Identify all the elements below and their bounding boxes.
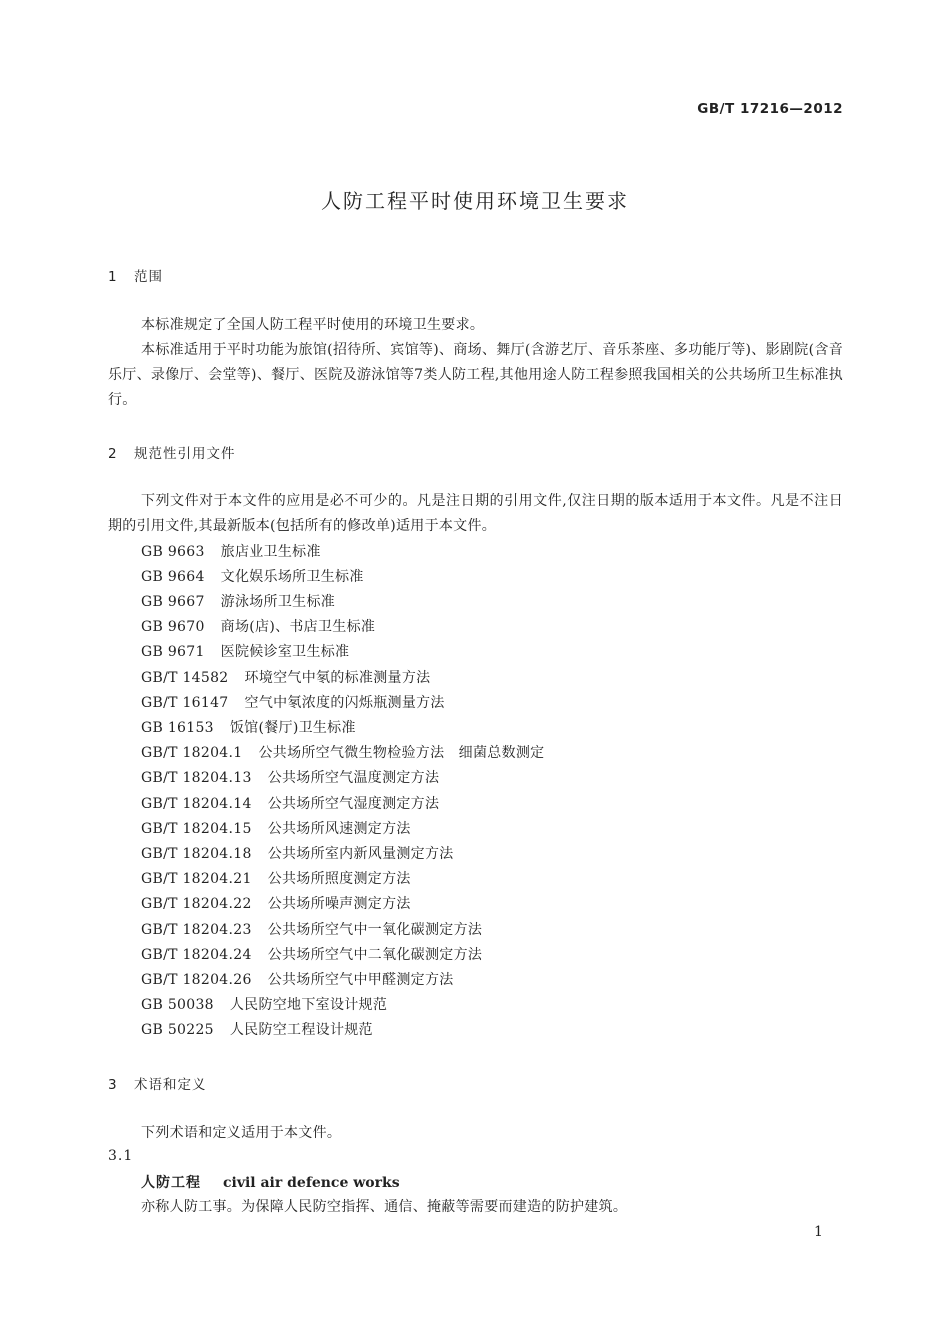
reference-code: GB/T 18204.18 xyxy=(141,846,252,862)
reference-item xyxy=(141,868,411,888)
reference-item xyxy=(141,944,482,964)
reference-name: 公共场所空气温度测定方法 xyxy=(267,770,440,786)
reference-name: 空气中氡浓度的闪烁瓶测量方法 xyxy=(244,695,445,711)
reference-code: GB/T 18204.21 xyxy=(141,871,252,887)
reference-code: GB 9663 xyxy=(141,544,205,560)
clause-number: 3.1 xyxy=(108,1148,134,1164)
reference-code: GB/T 18204.23 xyxy=(141,922,252,938)
reference-code: GB/T 16147 xyxy=(141,695,229,711)
reference-item xyxy=(141,742,544,762)
reference-name: 公共场所空气中一氧化碳测定方法 xyxy=(267,922,483,938)
reference-name: 人民防空工程设计规范 xyxy=(229,1022,373,1038)
reference-name: 公共场所空气湿度测定方法 xyxy=(267,796,440,812)
section-3-intro: 下列术语和定义适用于本文件。 xyxy=(141,1125,342,1141)
reference-item xyxy=(141,1019,373,1039)
section-1-number: 1 xyxy=(108,269,117,285)
reference-name: 饭馆(餐厅)卫生标准 xyxy=(229,720,356,736)
reference-name: 公共场所噪声测定方法 xyxy=(267,896,411,912)
page-number: 1 xyxy=(814,1224,823,1240)
reference-code: GB/T 18204.15 xyxy=(141,821,252,837)
reference-name: 医院候诊室卫生标准 xyxy=(220,644,350,660)
reference-code: GB/T 18204.24 xyxy=(141,947,252,963)
reference-code: GB/T 18204.26 xyxy=(141,972,252,988)
reference-name: 环境空气中氡的标准测量方法 xyxy=(244,670,431,686)
reference-name: 旅店业卫生标准 xyxy=(220,544,321,560)
reference-name: 公共场所室内新风量测定方法 xyxy=(267,846,454,862)
reference-item xyxy=(141,717,356,737)
section-1-heading xyxy=(108,265,163,285)
reference-name: 公共场所空气中甲醛测定方法 xyxy=(267,972,454,988)
reference-code: GB/T 18204.1 xyxy=(141,745,243,761)
term-chinese: 人防工程 xyxy=(141,1175,201,1191)
reference-name: 游泳场所卫生标准 xyxy=(220,594,336,610)
reference-name: 公共场所空气中二氧化碳测定方法 xyxy=(267,947,483,963)
reference-item xyxy=(141,818,411,838)
reference-item xyxy=(141,692,445,712)
reference-item xyxy=(141,541,321,561)
reference-item xyxy=(141,969,454,989)
reference-item xyxy=(141,641,349,661)
section-3-title: 术语和定义 xyxy=(134,1077,207,1093)
document-title: 人防工程平时使用环境卫生要求 xyxy=(321,189,629,213)
reference-code: GB 9671 xyxy=(141,644,205,660)
section-1-paragraph-2: 本标准适用于平时功能为旅馆(招待所、宾馆等)、商场、舞厅(含游艺厅、音乐茶座、多功能厅等)、影剧院(含音乐厅、录像厅、会堂等)、餐厅、医院及游泳馆等7类人防工程,其他用途人防工程参照我国相关的公共场所卫生标准执行。 xyxy=(108,342,843,408)
reference-item xyxy=(141,616,375,636)
reference-item xyxy=(141,843,454,863)
reference-name: 公共场所照度测定方法 xyxy=(267,871,411,887)
reference-code: GB/T 14582 xyxy=(141,670,229,686)
reference-code: GB/T 18204.22 xyxy=(141,896,252,912)
term-english: civil air defence works xyxy=(223,1175,400,1191)
reference-item xyxy=(141,667,430,687)
reference-code: GB/T 18204.14 xyxy=(141,796,252,812)
reference-code: GB 9667 xyxy=(141,594,205,610)
reference-code: GB 9670 xyxy=(141,619,205,635)
section-1-title: 范围 xyxy=(134,269,163,285)
reference-item xyxy=(141,767,439,787)
reference-name: 文化娱乐场所卫生标准 xyxy=(220,569,364,585)
reference-item xyxy=(141,919,482,939)
reference-code: GB 16153 xyxy=(141,720,214,736)
reference-item xyxy=(141,793,439,813)
reference-item xyxy=(141,994,387,1014)
reference-name: 公共场所空气微生物检验方法 细菌总数测定 xyxy=(258,745,545,761)
reference-name: 商场(店)、书店卫生标准 xyxy=(220,619,376,635)
reference-item xyxy=(141,566,364,586)
reference-code: GB 50038 xyxy=(141,997,214,1013)
reference-name: 公共场所风速测定方法 xyxy=(267,821,411,837)
section-1-paragraph-1: 本标准规定了全国人防工程平时使用的环境卫生要求。 xyxy=(141,317,485,333)
standard-code: GB/T 17216—2012 xyxy=(697,101,843,117)
section-2-intro: 下列文件对于本文件的应用是必不可少的。凡是注日期的引用文件,仅注日期的版本适用于本文件。凡是不注日期的引用文件,其最新版本(包括所有的修改单)适用于本文件。 xyxy=(108,493,843,534)
reference-code: GB 9664 xyxy=(141,569,205,585)
section-3-heading xyxy=(108,1073,207,1093)
term-definition: 亦称人防工事。为保障人民防空指挥、通信、掩蔽等需要而建造的防护建筑。 xyxy=(141,1199,628,1215)
reference-code: GB/T 18204.13 xyxy=(141,770,252,786)
reference-item xyxy=(141,591,335,611)
reference-code: GB 50225 xyxy=(141,1022,214,1038)
section-2-title: 规范性引用文件 xyxy=(134,446,236,462)
section-2-number: 2 xyxy=(108,446,117,462)
section-3-number: 3 xyxy=(108,1077,117,1093)
reference-name: 人民防空地下室设计规范 xyxy=(229,997,388,1013)
term-entry xyxy=(141,1172,400,1192)
reference-item xyxy=(141,893,411,913)
section-2-heading xyxy=(108,442,236,462)
